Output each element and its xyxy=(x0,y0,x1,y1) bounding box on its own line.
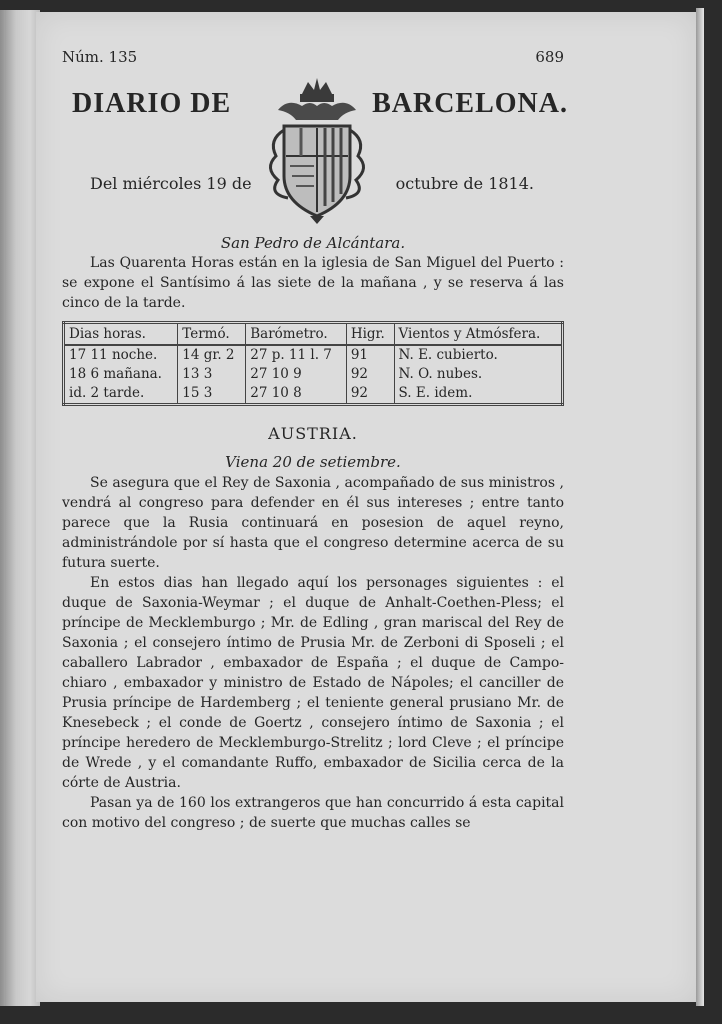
weather-header-row xyxy=(64,323,563,346)
table-cell: 17 11 noche. xyxy=(64,345,178,365)
table-cell: id. 2 tarde. xyxy=(64,384,178,405)
col-header-barometer: Barómetro. xyxy=(246,323,347,346)
table-cell: 15 3 xyxy=(178,384,246,405)
dateline: Viena 20 de setiembre. xyxy=(225,453,401,471)
col-header-days: Dias horas. xyxy=(64,323,178,346)
table-row xyxy=(64,365,563,384)
header-topline xyxy=(62,48,564,66)
table-cell: 92 xyxy=(346,365,394,384)
table-row xyxy=(64,345,563,365)
table-cell: 27 10 9 xyxy=(246,365,347,384)
page-content xyxy=(62,48,568,833)
masthead xyxy=(62,70,568,200)
col-header-hygrometer: Higr. xyxy=(346,323,394,346)
col-header-winds: Vientos y Atmósfera. xyxy=(394,323,562,346)
title-left: DIARIO DE xyxy=(72,88,232,119)
table-cell: 91 xyxy=(346,345,394,365)
date-left: Del miércoles 19 de xyxy=(90,174,252,193)
coat-of-arms-icon xyxy=(258,76,376,226)
page-number: 689 xyxy=(535,48,564,66)
section-title: AUSTRIA. xyxy=(268,424,358,443)
table-cell: N. O. nubes. xyxy=(398,366,483,382)
issue-number: Núm. 135 xyxy=(62,48,138,66)
table-cell: 14 gr. 2 xyxy=(178,345,246,365)
table-cell: 27 10 8 xyxy=(246,384,347,405)
article-paragraph: En estos dias han llegado aquí los personages siguientes : el duque de Saxonia-Weymar ; el duque de Anhalt-Coethen-Pless; el príncipe de Mecklemburgo ; Mr. de Edling , gran mariscal del Rey de Saxonia ; el consejero íntimo de Prusia Mr. de Zerboni di Sposeli ; el caballero Labrador , embaxador de España ; el duque de Campo-chiaro , embaxador y ministro de Estado de Nápoles; el canciller de Prusia príncipe de Hardemberg ; el teniente general prusiano Mr. de Knesebeck ; el conde de Goertz , consejero íntimo de Saxonia ; el príncipe heredero de Mecklemburgo-Strelitz ; lord Cleve ; el príncipe de Wrede , y el comandante Ruffo, embaxador de Sicilia cerca de la córte de Austria. xyxy=(62,575,564,791)
table-cell: 13 3 xyxy=(178,365,246,384)
left-page-edge xyxy=(0,10,40,1006)
col-header-thermometer: Termó. xyxy=(178,323,246,346)
forty-hours-notice: Las Quarenta Horas están en la iglesia de San Miguel del Puerto : se expone el Santísimo á las siete de la mañana , y se reserva á las cinco de la tarde. xyxy=(62,255,564,311)
title-right: BARCELONA. xyxy=(372,88,568,119)
date-right: octubre de 1814. xyxy=(395,174,534,193)
table-cell: S. E. idem. xyxy=(398,385,473,401)
table-cell: N. E. cubierto. xyxy=(398,347,498,363)
table-cell: 92 xyxy=(346,384,394,405)
table-row xyxy=(64,384,563,405)
table-cell: 27 p. 11 l. 7 xyxy=(246,345,347,365)
table-cell: 18 6 mañana. xyxy=(64,365,178,384)
weather-table xyxy=(62,321,564,406)
saint-of-day: San Pedro de Alcántara. xyxy=(220,234,406,252)
article-paragraph: Pasan ya de 160 los extrangeros que han concurrido á esta capital con motivo del congreso ; de suerte que muchas calles se xyxy=(62,795,564,831)
article-paragraph: Se asegura que el Rey de Saxonia , acompañado de sus ministros , vendrá al congreso para defender en él sus intereses ; entre tanto parece que la Rusia continuará en posesion de aquel reyno, administrándole por sí hasta que el congreso determine acerca de su futura suerte. xyxy=(62,475,564,571)
right-page-edge xyxy=(696,8,704,1006)
